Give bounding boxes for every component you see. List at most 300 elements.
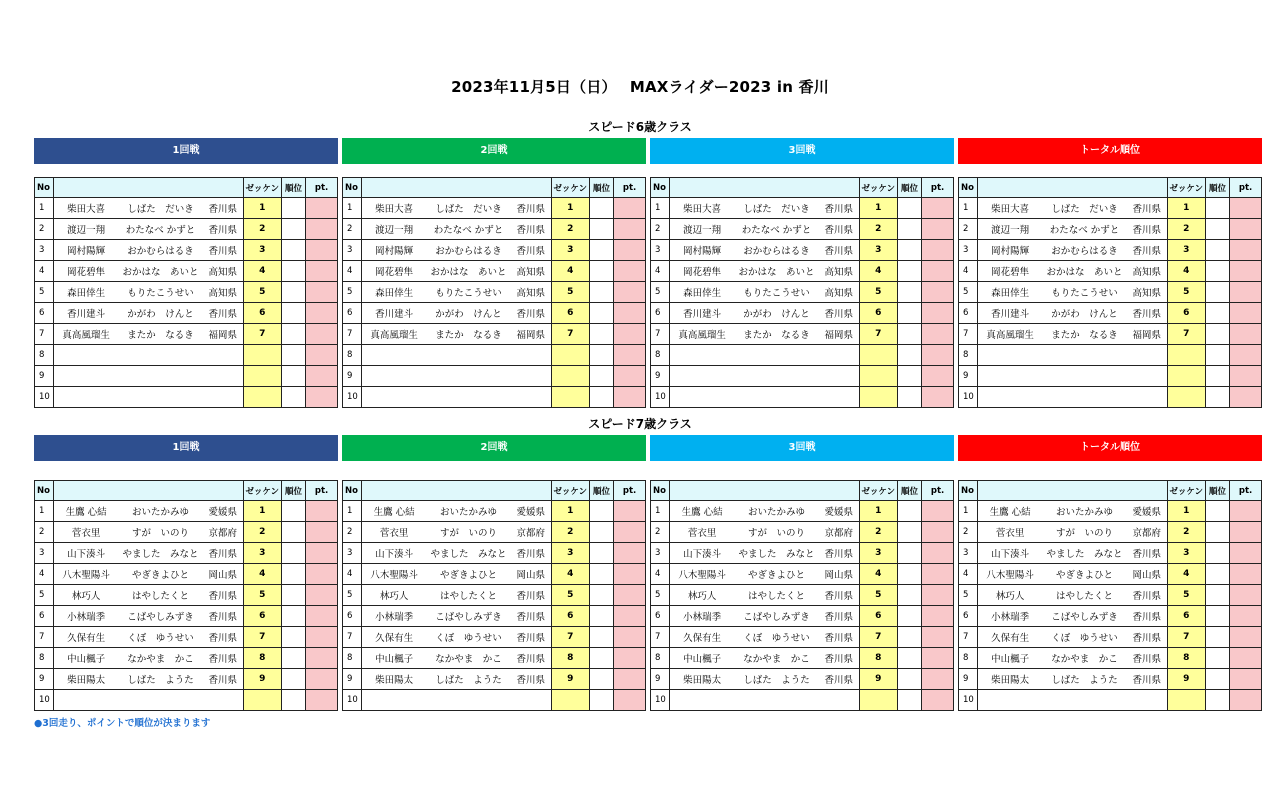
rider-prefecture: 香川県 xyxy=(819,648,859,669)
header-row xyxy=(651,481,954,501)
points-cell xyxy=(306,690,338,711)
rider-kana: おかはな あいと xyxy=(118,261,203,282)
rank-cell xyxy=(589,501,613,522)
zekken-number: 2 xyxy=(1167,522,1205,543)
rider-kana: もりたこうせい xyxy=(734,282,819,303)
rider-prefecture: 香川県 xyxy=(819,669,859,690)
results-table xyxy=(342,480,646,711)
points-cell xyxy=(1230,240,1262,261)
rank-cell xyxy=(281,240,305,261)
rider-name xyxy=(670,345,735,366)
row-number: 2 xyxy=(651,522,670,543)
rider-prefecture xyxy=(203,387,243,408)
zekken-number: 9 xyxy=(859,669,897,690)
points-cell xyxy=(306,324,338,345)
table-row xyxy=(35,543,338,564)
rider-kana xyxy=(426,345,511,366)
zekken-number xyxy=(551,690,589,711)
rider-kana: こばやしみずき xyxy=(426,606,511,627)
rank-cell xyxy=(589,240,613,261)
results-table xyxy=(34,480,338,711)
rider-kana xyxy=(1042,387,1127,408)
rank-cell xyxy=(1205,501,1229,522)
zekken-number: 6 xyxy=(551,303,589,324)
rider-kana: かがわ けんと xyxy=(1042,303,1127,324)
rider-prefecture: 高知県 xyxy=(1127,261,1167,282)
page-title: 2023年11月5日（日） MAXライダー2023 in 香川 xyxy=(451,78,829,96)
rider-name: 中山楓子 xyxy=(670,648,735,669)
rider-prefecture: 香川県 xyxy=(1127,606,1167,627)
rider-name: 小林瑞季 xyxy=(362,606,427,627)
points-cell xyxy=(306,648,338,669)
column-header-no: No xyxy=(35,481,54,501)
points-cell xyxy=(306,240,338,261)
rider-prefecture xyxy=(1127,366,1167,387)
points-cell xyxy=(306,345,338,366)
row-number: 3 xyxy=(651,543,670,564)
zekken-number: 3 xyxy=(551,240,589,261)
rider-prefecture: 香川県 xyxy=(511,627,551,648)
rank-cell xyxy=(589,366,613,387)
column-header-rank: 順位 xyxy=(1205,481,1229,501)
zekken-number xyxy=(859,345,897,366)
rank-cell xyxy=(589,669,613,690)
rider-name xyxy=(670,366,735,387)
zekken-number xyxy=(1167,366,1205,387)
table-row xyxy=(35,522,338,543)
rider-kana: しばた ようた xyxy=(118,669,203,690)
points-cell xyxy=(1230,669,1262,690)
rider-name: 岡村陽輝 xyxy=(54,240,119,261)
table-row xyxy=(35,387,338,408)
table-row xyxy=(35,303,338,324)
zekken-number: 1 xyxy=(243,198,281,219)
rider-kana: おかむらはるき xyxy=(426,240,511,261)
rider-prefecture: 香川県 xyxy=(203,219,243,240)
row-number: 7 xyxy=(35,324,54,345)
table-row xyxy=(35,282,338,303)
results-table xyxy=(342,177,646,408)
column-header-pt: pt. xyxy=(922,178,954,198)
points-cell xyxy=(614,501,646,522)
rider-prefecture xyxy=(511,387,551,408)
rank-cell xyxy=(1205,282,1229,303)
rider-name xyxy=(978,690,1043,711)
table-row xyxy=(35,366,338,387)
rider-name: 柴田大喜 xyxy=(362,198,427,219)
column-header-no: No xyxy=(651,481,670,501)
zekken-number: 2 xyxy=(1167,219,1205,240)
rider-prefecture xyxy=(203,690,243,711)
rider-prefecture xyxy=(819,387,859,408)
rider-name: 岡村陽輝 xyxy=(670,240,735,261)
rider-name: 柴田陽太 xyxy=(54,669,119,690)
column-header-rider xyxy=(978,178,1168,198)
rider-prefecture: 高知県 xyxy=(203,282,243,303)
rank-cell xyxy=(1205,387,1229,408)
points-cell xyxy=(614,669,646,690)
rider-kana: またか なるき xyxy=(118,324,203,345)
points-cell xyxy=(614,324,646,345)
points-cell xyxy=(922,522,954,543)
rank-cell xyxy=(589,522,613,543)
points-cell xyxy=(922,501,954,522)
header-row xyxy=(959,481,1262,501)
table-row xyxy=(651,690,954,711)
zekken-number: 1 xyxy=(551,198,589,219)
zekken-number: 1 xyxy=(1167,198,1205,219)
table-row xyxy=(35,669,338,690)
class-title: スピード6歳クラス xyxy=(588,120,692,134)
rider-name: 岡花碧隼 xyxy=(670,261,735,282)
rank-cell xyxy=(1205,303,1229,324)
rider-name: 久保有生 xyxy=(670,627,735,648)
points-cell xyxy=(1230,366,1262,387)
rider-name: 八木聖陽斗 xyxy=(978,564,1043,585)
table-row xyxy=(959,345,1262,366)
rider-name: 菅衣里 xyxy=(362,522,427,543)
rider-kana: またか なるき xyxy=(426,324,511,345)
table-row xyxy=(35,606,338,627)
table-row xyxy=(651,198,954,219)
points-cell xyxy=(306,303,338,324)
rider-kana xyxy=(1042,690,1127,711)
points-cell xyxy=(922,261,954,282)
rank-cell xyxy=(589,303,613,324)
points-cell xyxy=(1230,627,1262,648)
rider-name: 真高風瑠生 xyxy=(362,324,427,345)
row-number: 10 xyxy=(343,387,362,408)
zekken-number xyxy=(551,366,589,387)
round-header: トータル順位 xyxy=(958,138,1262,164)
rider-prefecture: 香川県 xyxy=(203,585,243,606)
column-header-rank: 順位 xyxy=(281,481,305,501)
rider-kana: なかやま かこ xyxy=(426,648,511,669)
rider-name: 小林瑞季 xyxy=(670,606,735,627)
rider-prefecture xyxy=(1127,690,1167,711)
zekken-number: 7 xyxy=(551,324,589,345)
rider-kana: わたなべ かずと xyxy=(426,219,511,240)
points-cell xyxy=(922,648,954,669)
rank-cell xyxy=(897,282,921,303)
table-row xyxy=(651,669,954,690)
rank-cell xyxy=(1205,543,1229,564)
rider-kana xyxy=(426,387,511,408)
rank-cell xyxy=(281,261,305,282)
row-number: 6 xyxy=(959,606,978,627)
points-cell xyxy=(614,648,646,669)
rider-name: 山下湊斗 xyxy=(54,543,119,564)
row-number: 10 xyxy=(959,387,978,408)
rider-kana: おいたかみゆ xyxy=(1042,501,1127,522)
rider-name: 香川建斗 xyxy=(54,303,119,324)
zekken-number: 7 xyxy=(859,627,897,648)
rider-name: 菅衣里 xyxy=(670,522,735,543)
row-number: 5 xyxy=(343,585,362,606)
column-header-rider xyxy=(978,481,1168,501)
zekken-number xyxy=(859,366,897,387)
rider-name: 八木聖陽斗 xyxy=(362,564,427,585)
table-row xyxy=(651,522,954,543)
row-number: 6 xyxy=(35,606,54,627)
rider-kana: かがわ けんと xyxy=(734,303,819,324)
row-number: 2 xyxy=(343,522,362,543)
zekken-number xyxy=(1167,345,1205,366)
rider-name: 森田倖生 xyxy=(670,282,735,303)
row-number: 2 xyxy=(651,219,670,240)
points-cell xyxy=(306,366,338,387)
rider-kana: おかはな あいと xyxy=(734,261,819,282)
rider-kana: しばた だいき xyxy=(118,198,203,219)
row-number: 9 xyxy=(343,669,362,690)
zekken-number xyxy=(243,345,281,366)
row-number: 9 xyxy=(35,366,54,387)
table-row xyxy=(35,501,338,522)
rank-cell xyxy=(281,669,305,690)
rider-prefecture: 福岡県 xyxy=(203,324,243,345)
rider-name: 香川建斗 xyxy=(978,303,1043,324)
column-header-rider xyxy=(362,178,552,198)
results-table xyxy=(34,177,338,408)
round-header: 2回戦 xyxy=(342,138,646,164)
points-cell xyxy=(306,564,338,585)
rank-cell xyxy=(281,324,305,345)
rider-name: 生鷹 心結 xyxy=(670,501,735,522)
zekken-number: 6 xyxy=(1167,606,1205,627)
column-header-pt: pt. xyxy=(922,481,954,501)
table-row xyxy=(959,198,1262,219)
table-row xyxy=(959,240,1262,261)
header-row xyxy=(959,178,1262,198)
rider-name: 岡花碧隼 xyxy=(362,261,427,282)
row-number: 7 xyxy=(959,627,978,648)
rider-kana: はやしたくと xyxy=(1042,585,1127,606)
zekken-number: 3 xyxy=(551,543,589,564)
zekken-number xyxy=(859,690,897,711)
rider-kana: くぼ ゆうせい xyxy=(118,627,203,648)
table-row xyxy=(343,543,646,564)
rider-name: 中山楓子 xyxy=(978,648,1043,669)
row-number: 6 xyxy=(959,303,978,324)
zekken-number: 2 xyxy=(551,522,589,543)
rank-cell xyxy=(281,387,305,408)
zekken-number: 1 xyxy=(1167,501,1205,522)
rider-name: 林巧人 xyxy=(54,585,119,606)
points-cell xyxy=(306,669,338,690)
table-row xyxy=(343,198,646,219)
table-row xyxy=(35,261,338,282)
rank-cell xyxy=(1205,669,1229,690)
rider-prefecture: 福岡県 xyxy=(1127,324,1167,345)
points-cell xyxy=(1230,219,1262,240)
rank-cell xyxy=(1205,522,1229,543)
rider-prefecture xyxy=(511,345,551,366)
footnote: ●3回走り、ポイントで順位が決まります xyxy=(34,718,211,729)
rider-prefecture: 香川県 xyxy=(511,543,551,564)
rider-kana: はやしたくと xyxy=(118,585,203,606)
rider-name: 渡辺一翔 xyxy=(670,219,735,240)
rider-name: 菅衣里 xyxy=(978,522,1043,543)
rider-kana: おかはな あいと xyxy=(1042,261,1127,282)
points-cell xyxy=(922,240,954,261)
row-number: 4 xyxy=(343,261,362,282)
row-number: 2 xyxy=(959,522,978,543)
results-table xyxy=(650,480,954,711)
rider-prefecture: 香川県 xyxy=(819,627,859,648)
points-cell xyxy=(1230,282,1262,303)
rank-cell xyxy=(897,522,921,543)
row-number: 4 xyxy=(35,564,54,585)
header-row xyxy=(35,481,338,501)
row-number: 5 xyxy=(959,282,978,303)
rider-prefecture: 京都府 xyxy=(1127,522,1167,543)
table-row xyxy=(343,387,646,408)
zekken-number: 7 xyxy=(859,324,897,345)
column-header-pt: pt. xyxy=(1230,178,1262,198)
points-cell xyxy=(922,585,954,606)
rider-prefecture: 香川県 xyxy=(819,585,859,606)
rider-name xyxy=(362,690,427,711)
zekken-number: 4 xyxy=(1167,261,1205,282)
rider-kana xyxy=(118,387,203,408)
column-header-zekken: ゼッケン xyxy=(859,178,897,198)
rider-name: 久保有生 xyxy=(978,627,1043,648)
rank-cell xyxy=(589,282,613,303)
zekken-number: 5 xyxy=(1167,585,1205,606)
rider-kana xyxy=(734,690,819,711)
zekken-number: 7 xyxy=(243,324,281,345)
rider-kana: なかやま かこ xyxy=(118,648,203,669)
rider-name: 山下湊斗 xyxy=(362,543,427,564)
column-header-rank: 順位 xyxy=(897,481,921,501)
row-number: 1 xyxy=(343,501,362,522)
rank-cell xyxy=(897,345,921,366)
rider-prefecture: 香川県 xyxy=(203,606,243,627)
rider-prefecture: 香川県 xyxy=(203,543,243,564)
column-header-pt: pt. xyxy=(614,481,646,501)
rider-kana: やました みなと xyxy=(426,543,511,564)
points-cell xyxy=(306,219,338,240)
rank-cell xyxy=(281,366,305,387)
rider-prefecture xyxy=(511,366,551,387)
rider-name xyxy=(54,690,119,711)
rank-cell xyxy=(281,627,305,648)
rider-kana: こばやしみずき xyxy=(734,606,819,627)
table-row xyxy=(35,219,338,240)
table-row xyxy=(343,303,646,324)
zekken-number: 5 xyxy=(859,585,897,606)
zekken-number: 1 xyxy=(859,501,897,522)
rider-name: 生鷹 心結 xyxy=(54,501,119,522)
table-row xyxy=(343,324,646,345)
points-cell xyxy=(1230,261,1262,282)
points-cell xyxy=(922,219,954,240)
table-row xyxy=(35,198,338,219)
points-cell xyxy=(614,282,646,303)
zekken-number: 5 xyxy=(859,282,897,303)
rider-prefecture: 香川県 xyxy=(511,606,551,627)
rider-name: 林巧人 xyxy=(362,585,427,606)
rider-name: 久保有生 xyxy=(54,627,119,648)
table-row xyxy=(651,606,954,627)
results-table xyxy=(958,177,1262,408)
zekken-number: 8 xyxy=(1167,648,1205,669)
rider-prefecture: 香川県 xyxy=(511,303,551,324)
zekken-number: 7 xyxy=(1167,324,1205,345)
rider-kana: やぎきよひと xyxy=(426,564,511,585)
row-number: 1 xyxy=(35,501,54,522)
rank-cell xyxy=(897,669,921,690)
zekken-number: 1 xyxy=(243,501,281,522)
rider-prefecture: 香川県 xyxy=(203,240,243,261)
table-row xyxy=(959,501,1262,522)
rider-name: 菅衣里 xyxy=(54,522,119,543)
zekken-number: 5 xyxy=(1167,282,1205,303)
zekken-number: 9 xyxy=(243,669,281,690)
rank-cell xyxy=(897,198,921,219)
table-row xyxy=(651,585,954,606)
row-number: 4 xyxy=(343,564,362,585)
rider-kana: くぼ ゆうせい xyxy=(734,627,819,648)
points-cell xyxy=(614,198,646,219)
rider-prefecture: 岡山県 xyxy=(1127,564,1167,585)
rider-name: 森田倖生 xyxy=(362,282,427,303)
column-header-rank: 順位 xyxy=(589,178,613,198)
table-row xyxy=(343,627,646,648)
rider-name: 久保有生 xyxy=(362,627,427,648)
points-cell xyxy=(614,564,646,585)
rider-prefecture: 香川県 xyxy=(1127,627,1167,648)
zekken-number: 8 xyxy=(551,648,589,669)
points-cell xyxy=(922,387,954,408)
table-row xyxy=(959,387,1262,408)
rank-cell xyxy=(281,690,305,711)
row-number: 4 xyxy=(959,261,978,282)
rider-kana: おかはな あいと xyxy=(426,261,511,282)
points-cell xyxy=(614,219,646,240)
table-row xyxy=(35,627,338,648)
row-number: 7 xyxy=(959,324,978,345)
rider-name: 柴田陽太 xyxy=(670,669,735,690)
column-header-pt: pt. xyxy=(306,178,338,198)
table-row xyxy=(343,282,646,303)
column-header-no: No xyxy=(35,178,54,198)
rider-name: 柴田大喜 xyxy=(54,198,119,219)
rank-cell xyxy=(589,606,613,627)
row-number: 9 xyxy=(651,366,670,387)
rider-kana: こばやしみずき xyxy=(118,606,203,627)
points-cell xyxy=(614,366,646,387)
rank-cell xyxy=(589,564,613,585)
zekken-number: 6 xyxy=(243,303,281,324)
column-header-no: No xyxy=(959,178,978,198)
row-number: 6 xyxy=(343,606,362,627)
rider-prefecture: 香川県 xyxy=(203,303,243,324)
table-row xyxy=(959,261,1262,282)
rider-name: 森田倖生 xyxy=(54,282,119,303)
rider-prefecture: 香川県 xyxy=(511,198,551,219)
row-number: 8 xyxy=(651,345,670,366)
rider-prefecture: 香川県 xyxy=(511,219,551,240)
points-cell xyxy=(614,240,646,261)
zekken-number xyxy=(551,345,589,366)
points-cell xyxy=(1230,324,1262,345)
points-cell xyxy=(922,198,954,219)
table-row xyxy=(959,564,1262,585)
row-number: 5 xyxy=(35,282,54,303)
row-number: 9 xyxy=(35,669,54,690)
points-cell xyxy=(614,690,646,711)
